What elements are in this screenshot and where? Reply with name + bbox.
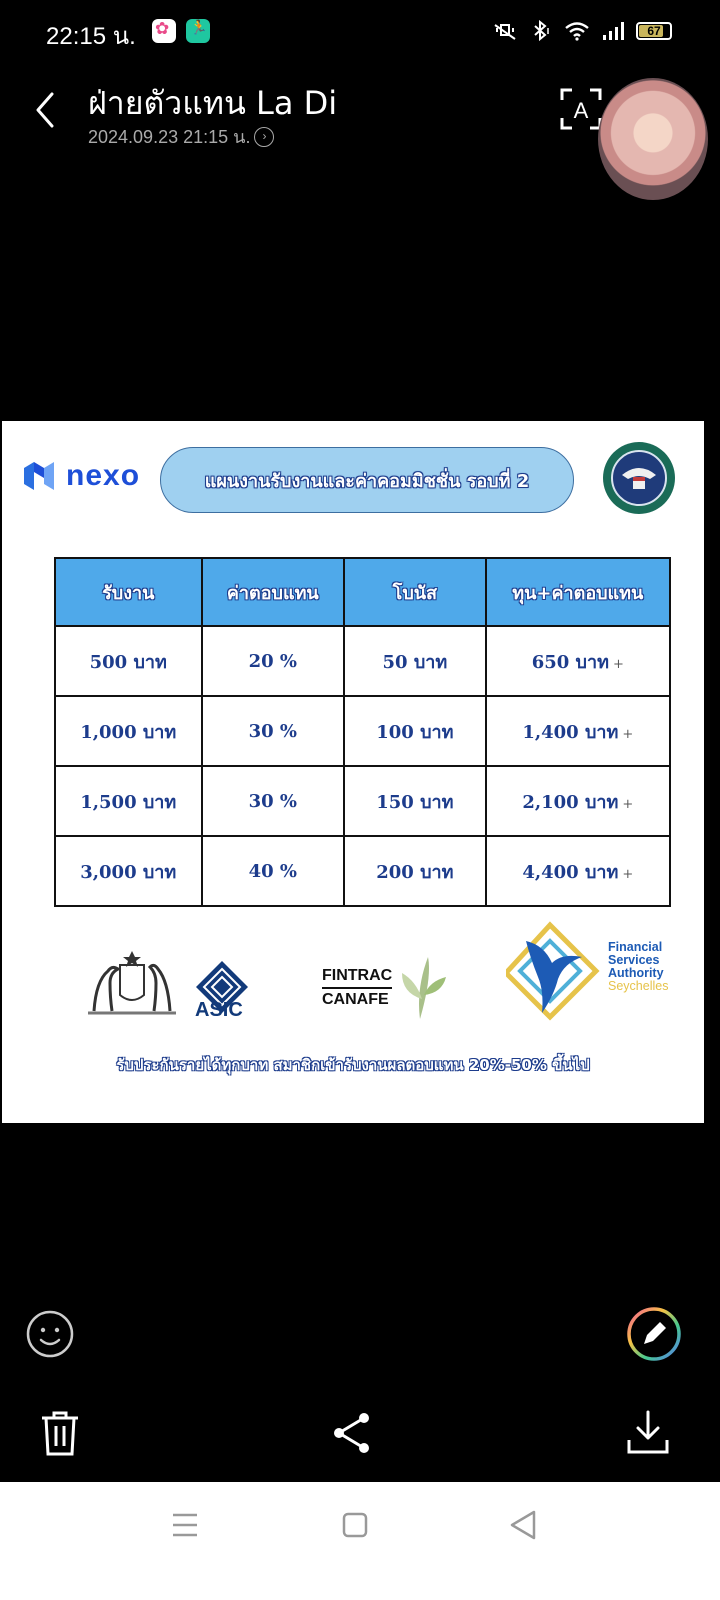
battery-level: 67: [647, 24, 661, 38]
cell-bonus: 200 บาท: [344, 836, 485, 906]
header-total: ทุน+ค่าตอบแทน: [486, 558, 670, 626]
bluetooth-icon: [530, 20, 552, 42]
cell-bonus: 100 บาท: [344, 696, 485, 766]
australia-crest-icon: [82, 945, 182, 1021]
fsa-label: [608, 941, 668, 993]
text-scan-button[interactable]: [560, 88, 602, 130]
svg-text:A: A: [573, 98, 589, 123]
plus-sign: +: [622, 796, 634, 812]
chevron-right-icon: ›: [254, 127, 274, 147]
cell-deposit: 1,000 บาท: [55, 696, 202, 766]
asic-label: ASIC: [195, 999, 243, 1021]
fsa-line-1: Financial: [608, 940, 663, 954]
table-row: [55, 626, 670, 696]
home-icon[interactable]: [340, 1510, 370, 1540]
share-button[interactable]: [330, 1410, 374, 1456]
cell-commission: 30 %: [202, 766, 345, 836]
status-icons: [492, 20, 672, 42]
leaf-icon: [398, 949, 448, 1021]
cell-deposit: 3,000 บาท: [55, 836, 202, 906]
treasury-seal-icon: [602, 441, 676, 515]
plus-sign: +: [612, 656, 624, 672]
battery-icon: [636, 22, 672, 40]
plan-banner: [160, 447, 574, 513]
cell-deposit: 1,500 บาท: [55, 766, 202, 836]
message-timestamp[interactable]: [88, 122, 274, 151]
table-row: [55, 766, 670, 836]
nexo-logo: [22, 459, 140, 493]
plus-sign: +: [622, 726, 634, 742]
recent-apps-icon[interactable]: [170, 1510, 200, 1540]
total-value: 2,100 บาท: [522, 791, 619, 813]
banner-text: แผนงานรับงานและค่าคอมมิชชั่น รอบที่ 2: [204, 470, 530, 492]
shared-image[interactable]: [2, 421, 704, 1123]
cell-total: [486, 626, 670, 696]
fintrac-label: FINTRAC: [322, 967, 393, 984]
wifi-icon: [564, 20, 590, 42]
fsa-bird-logo-icon: [506, 921, 602, 1021]
plus-sign: +: [622, 866, 634, 882]
signal-icon: [602, 21, 624, 41]
table-row: [55, 836, 670, 906]
header-deposit: รับงาน: [55, 558, 202, 626]
table-row: [55, 696, 670, 766]
fintrac-logo: [322, 967, 392, 1009]
download-button[interactable]: [626, 1410, 670, 1456]
nexo-mark-icon: [22, 460, 56, 492]
fintrac-divider: [322, 987, 392, 989]
cell-bonus: 150 บาท: [344, 766, 485, 836]
nav-back-icon[interactable]: [508, 1508, 538, 1542]
cell-total: [486, 766, 670, 836]
cell-deposit: 500 บาท: [55, 626, 202, 696]
total-value: 1,400 บาท: [522, 721, 619, 743]
status-time: 22:15 น.: [46, 23, 136, 50]
header-bonus: โบนัส: [344, 558, 485, 626]
edit-button[interactable]: [626, 1306, 682, 1362]
guarantee-note: รับประกันรายได้ทุกบาท สมาชิกเข้ารับงานผลตอบแทน 20%-50% ขึ้นไป: [116, 1056, 590, 1074]
nexo-wordmark: nexo: [66, 459, 141, 492]
cell-commission: 30 %: [202, 696, 345, 766]
table-header-row: [55, 558, 670, 626]
chat-title: ฝ่ายตัวแทน La Di: [88, 84, 338, 122]
fitness-app-icon: [186, 19, 210, 43]
avatar[interactable]: [598, 78, 708, 200]
commission-table: [54, 557, 671, 907]
back-button[interactable]: [30, 88, 62, 132]
fsa-line-3: Authority: [608, 966, 664, 980]
cell-total: [486, 696, 670, 766]
status-bar: [0, 0, 720, 64]
delete-button[interactable]: [40, 1410, 80, 1456]
canafe-label: CANAFE: [322, 990, 389, 1008]
system-nav-bar: [0, 1482, 720, 1600]
cell-commission: 20 %: [202, 626, 345, 696]
total-value: 4,400 บาท: [522, 861, 619, 883]
cell-total: [486, 836, 670, 906]
total-value: 650 บาท: [531, 651, 609, 673]
emoji-button[interactable]: [26, 1310, 74, 1358]
timestamp-text: 2024.09.23 21:15 น.: [88, 127, 251, 147]
fsa-line-2: Services: [608, 953, 660, 967]
mute-vibrate-icon: [492, 21, 518, 41]
header-commission: ค่าตอบแทน: [202, 558, 345, 626]
cell-commission: 40 %: [202, 836, 345, 906]
photos-app-icon: [152, 19, 176, 43]
cell-bonus: 50 บาท: [344, 626, 485, 696]
fsa-line-4: Seychelles: [608, 979, 669, 993]
